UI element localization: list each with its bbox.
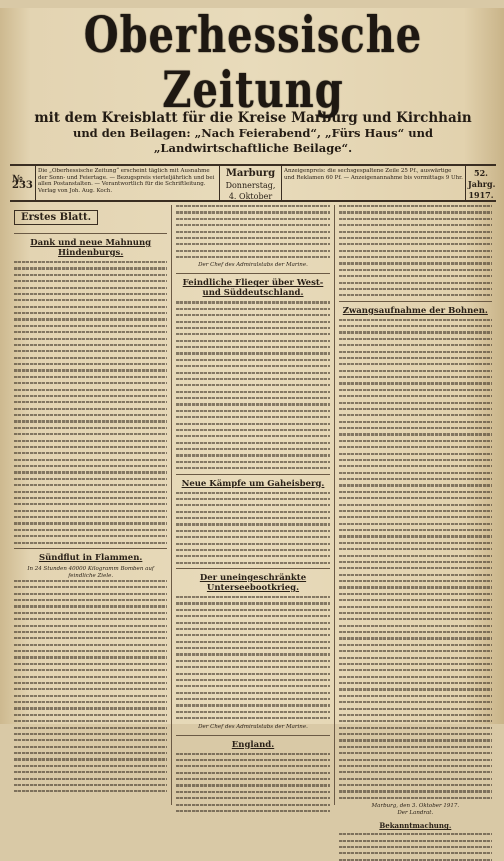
headline-flammen: Sündflut in Flammen. — [38, 552, 143, 563]
closing-announcement: Bekanntmachung. — [379, 821, 452, 831]
issue-date: Donnerstag, 4. Oktober — [225, 181, 276, 201]
article-body — [176, 753, 329, 813]
closing-date: Marburg, den 3. Oktober 1917. — [371, 803, 460, 810]
headline-bohnen: Zwangsaufnahme der Bohnen. — [342, 305, 488, 316]
article-body — [339, 833, 492, 861]
article-columns — [10, 205, 496, 831]
column-1 — [10, 205, 172, 805]
newspaper-page — [0, 5, 504, 831]
closing-signatory: Der Landrat. — [397, 810, 434, 817]
article-body — [339, 205, 492, 296]
article-body — [339, 319, 492, 799]
headline-hindenburg: Dank und neue Mahnung Hindenburgs. — [30, 238, 152, 258]
date-block — [220, 166, 282, 200]
article-body — [176, 301, 329, 469]
info-bar — [10, 164, 496, 202]
advertising-notice: Anzeigenpreis: die sechsgespaltene Zeile 25 Pf., auswärtige und Reklamen 60 Pf. — Anzeigenannahme bis vormittags 9 Uhr. — [282, 166, 466, 200]
article-body — [176, 596, 329, 719]
section-label: Erstes Blatt. — [14, 210, 98, 225]
article-body — [14, 580, 167, 793]
article-body — [14, 261, 167, 544]
masthead-supplements: und den Beilagen: „Nach Feierabend“, „Fürs Haus“ und „Landwirtschaftliche Beilage“. — [72, 126, 434, 155]
signature-admiralstab: Der Chef des Admiralstabs der Marine. — [198, 262, 308, 269]
article-body — [176, 492, 329, 564]
year-label: 1917. — [468, 190, 494, 200]
issue-city: Marburg — [225, 168, 276, 179]
article-body — [176, 205, 329, 258]
column-2 — [172, 205, 334, 805]
year-block — [466, 166, 496, 200]
masthead-title: Oberhessische Zeitung — [83, 5, 423, 120]
signature-admiralstab-2: Der Chef des Admiralstabs der Marine. — [198, 723, 308, 730]
headline-gaheisberg: Neue Kämpfe um Gaheisberg. — [181, 478, 325, 489]
headline-flieger: Feindliche Flieger über West- und Süddeutschland. — [182, 278, 324, 299]
headline-england: England. — [231, 739, 275, 750]
volume-label: 52. Jahrg. — [468, 168, 496, 189]
subheadline-bomben: In 24 Stunden 40000 Kilogramm Bomben auf feindliche Ziele. — [27, 565, 154, 579]
masthead-subtitle: mit dem Kreisblatt für die Kreise Marburg und Kirchhain — [34, 110, 472, 126]
headline-ubootkrieg: Der uneingeschränkte Unterseebootkrieg. — [199, 573, 307, 593]
column-3 — [335, 205, 496, 831]
subscription-notice: Die „Oberhessische Zeitung“ erscheint täglich mit Ausnahme der Sonn- und Feiertage. — Bezugspreis vierteljährlich und bei allen Postanstalten. — Verantwortlich für die Schriftleitung. Verlag von Joh. Aug. Koch. — [36, 166, 220, 200]
issue-number: № 233 — [10, 166, 36, 200]
